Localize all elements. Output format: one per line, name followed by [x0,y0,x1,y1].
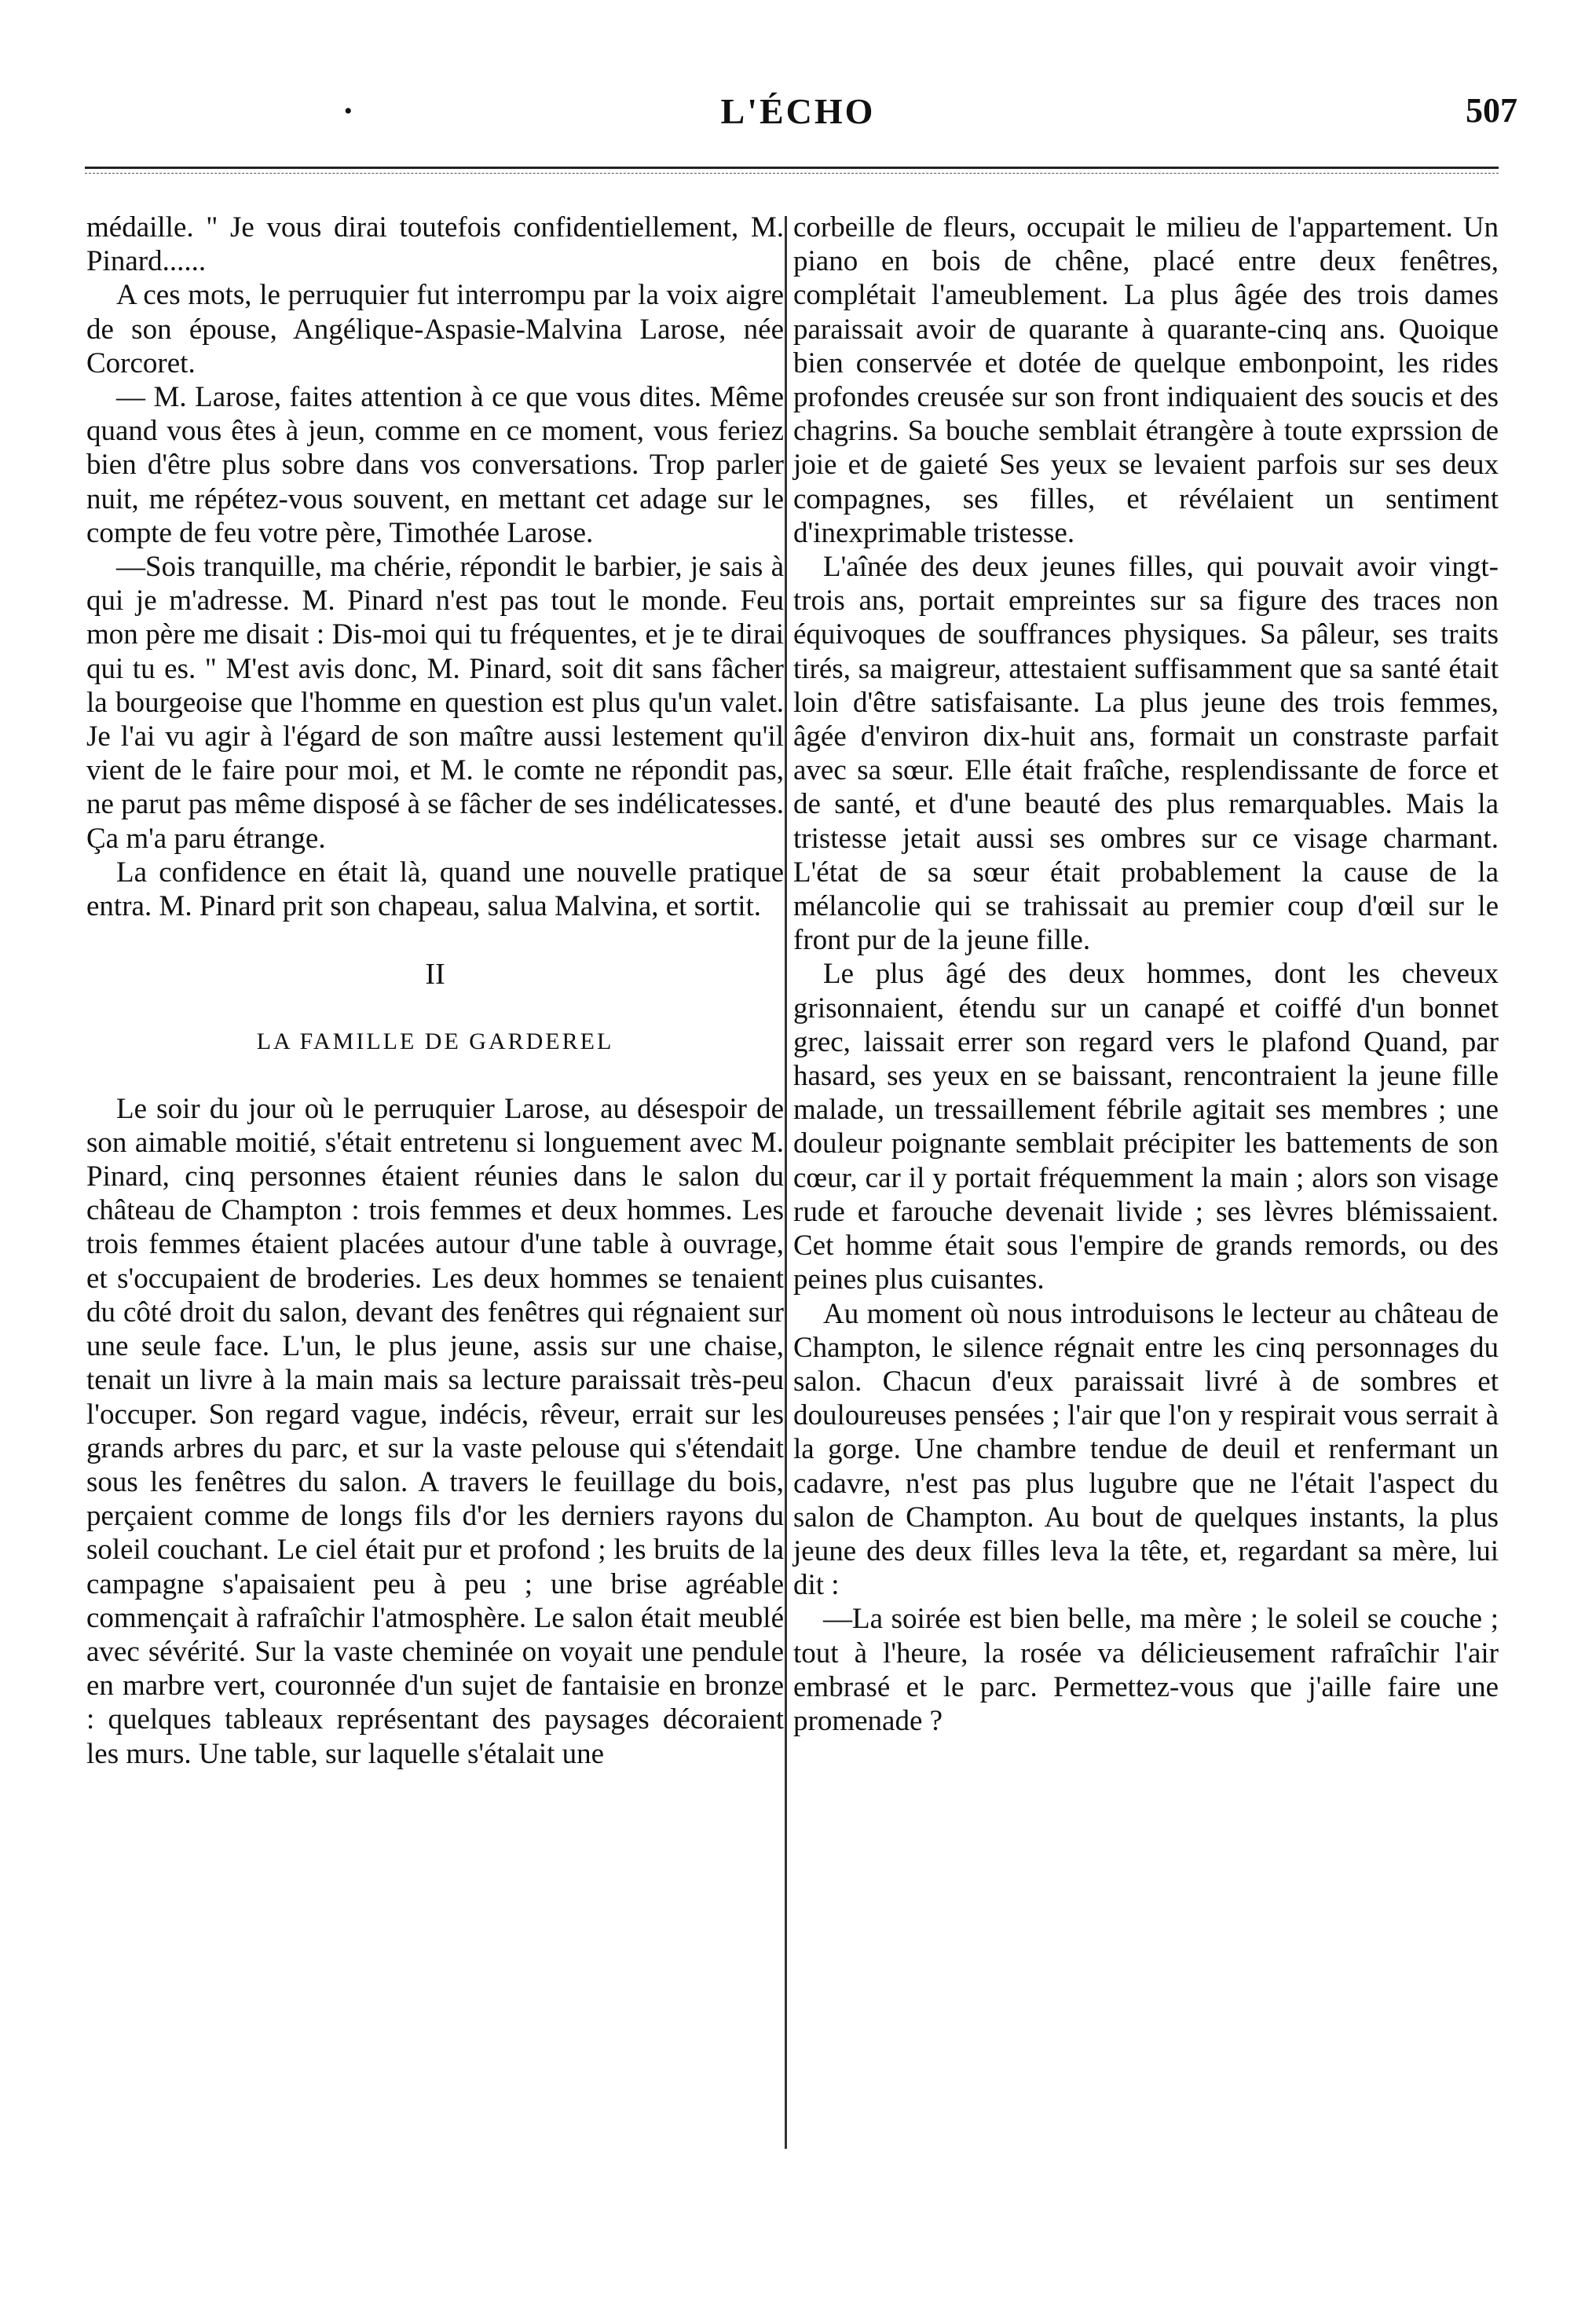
paragraph: médaille. " Je vous dirai toutefois confidentiellement, M. Pinard...... [86,211,784,278]
paragraph: —Sois tranquille, ma chérie, répondit le barbier, je sais à qui je m'adresse. M. Pinard n'est pas tout le monde. Feu mon père me disait : Dis-moi qui tu fréquentes, et je te dirai qui tu es. " M'est avis donc, M. Pinard, soit dit sans fâcher la bourgeoise que l'homme en question est plus qu'un valet. Je l'ai vu agir à l'égard de son maître aussi lestement qu'il vient de le faire pour moi, et M. le comte ne répondit pas, ne parut pas même disposé à se fâcher de ses indélicatesses. Ça m'a paru étrange. [86,551,784,855]
paragraph: Le plus âgé des deux hommes, dont les cheveux grisonnaient, étendu sur un canapé et coiffé d'un bonnet grec, laissait errer son regard vers le plafond Quand, par hasard, ses yeux en se baissant, rencontraient la jeune fille malade, un tressaillement fébrile agitait ses membres ; une douleur poignante semblait précipiter les battements de son cœur, car il y portait fréquemment la main ; alors son visage rude et farouche devenait livide ; ses lèvres blémissaient. Cet homme était sous l'empire de grands remords, ou des peines plus cuisantes. [793,958,1499,1296]
column-divider [785,216,787,2149]
paragraph: Le soir du jour où le perruquier Larose, au désespoir de son aimable moitié, s'était entretenu si longuement avec M. Pinard, cinq personnes étaient réunies dans le salon du château de Champton : trois femmes et deux hommes. Les trois femmes étaient placées autour d'une table à ouvrage, et s'occupaient de broderies. Les deux hommes se tenaient du côté droit du salon, devant des fenêtres qui régnaient sur une seule face. L'un, le plus jeune, assis sur une chaise, tenait un livre à la main mais sa lecture paraissait très-peu l'occuper. Son regard vague, indécis, rêveur, errait sur les grands arbres du parc, et sur la vaste pelouse qui s'étendait sous les fenêtres du salon. A travers le feuillage du bois, perçaient comme de longs fils d'or les derniers rayons du soleil couchant. Le ciel était pur et profond ; les bruits de la campagne s'apaisaient peu à peu ; une brise agréable commençait à rafraîchir l'atmosphère. Le salon était meublé avec sévérité. Sur la vaste cheminée on voyait une pendule en marbre vert, couronnée d'un sujet de fantaisie en bronze : quelques tableaux représentant des paysages décoraient les murs. Une table, sur laquelle s'étalait une [86,1092,784,1770]
paragraph: La confidence en était là, quand une nouvelle pratique entra. M. Pinard prit son chapeau, salua Malvina, et sortit. [86,856,784,923]
running-title: L'ÉCHO [720,91,876,131]
header-rule [85,167,1499,169]
left-column [86,211,784,1771]
paragraph: corbeille de fleurs, occupait le milieu de l'appartement. Un piano en bois de chêne, placé entre deux fenêtres, complétait l'ameublement. La plus âgée des trois dames paraissait avoir de quarante à quarante-cinq ans. Quoique bien conservée et dotée de quelque embonpoint, les rides profondes creusée sur son front indiquaient des soucis et des chagrins. Sa bouche semblait étrangère à toute exprssion de joie et de gaieté Ses yeux se levaient parfois sur ses deux compagnes, ses filles, et révélaient un sentiment d'inexprimable tristesse. [793,211,1499,549]
paragraph: Au moment où nous introduisons le lecteur au château de Champton, le silence régnait entre les cinq personnages du salon. Chacun d'eux paraissait livré à de sombres et douloureuses pensées ; l'air que l'on y respirait vous serrait à la gorge. Une chambre tendue de deuil et renfermant un cadavre, n'est pas plus lugubre que ne l'était l'aspect du salon de Champton. Au bout de quelques instants, la plus jeune des deux filles leva la tête, et, regardant sa mère, lui dit : [793,1297,1499,1602]
header-bullet: • [344,98,353,124]
right-column [793,211,1499,1738]
chapter-title: LA FAMILLE DE GARDEREL [256,1028,614,1055]
paragraph: L'aînée des deux jeunes filles, qui pouvait avoir vingt-trois ans, portait empreintes sur sa figure des traces non équivoques de souffrances physiques. Sa pâleur, ses traits tirés, sa maigreur, attestaient suffisamment que sa santé était loin d'être satisfaisante. La plus jeune des trois femmes, âgée d'environ dix-huit ans, formait un constraste parfait avec sa sœur. Elle était fraîche, resplendissante de force et de santé, et d'une beauté des plus remarquables. Mais la tristesse jetait aussi ses ombres sur ce visage charmant. L'état de sa sœur était probablement la cause de la mélancolie qui se trahissait au premier coup d'œil sur le front pur de la jeune fille. [793,551,1499,957]
paragraph: A ces mots, le perruquier fut interrompu par la voix aigre de son épouse, Angélique-Aspasie-Malvina Larose, née Corcoret. [86,279,784,379]
paragraph: — M. Larose, faites attention à ce que vous dites. Même quand vous êtes à jeun, comme en ce moment, vous feriez bien d'être plus sobre dans vos conversations. Trop parler nuit, me répétez-vous souvent, en mettant cet adage sur le compte de feu votre père, Timothée Larose. [86,381,784,549]
page-header [0,90,1596,161]
chapter-number: II [425,958,445,992]
header-rule-dashed [85,173,1499,174]
page-number: 507 [1466,91,1517,130]
paragraph: —La soirée est bien belle, ma mère ; le soleil se couche ; tout à l'heure, la rosée va délicieusement rafraîchir l'air embrasé et le parc. Permettez-vous que j'aille faire une promenade ? [793,1603,1499,1737]
